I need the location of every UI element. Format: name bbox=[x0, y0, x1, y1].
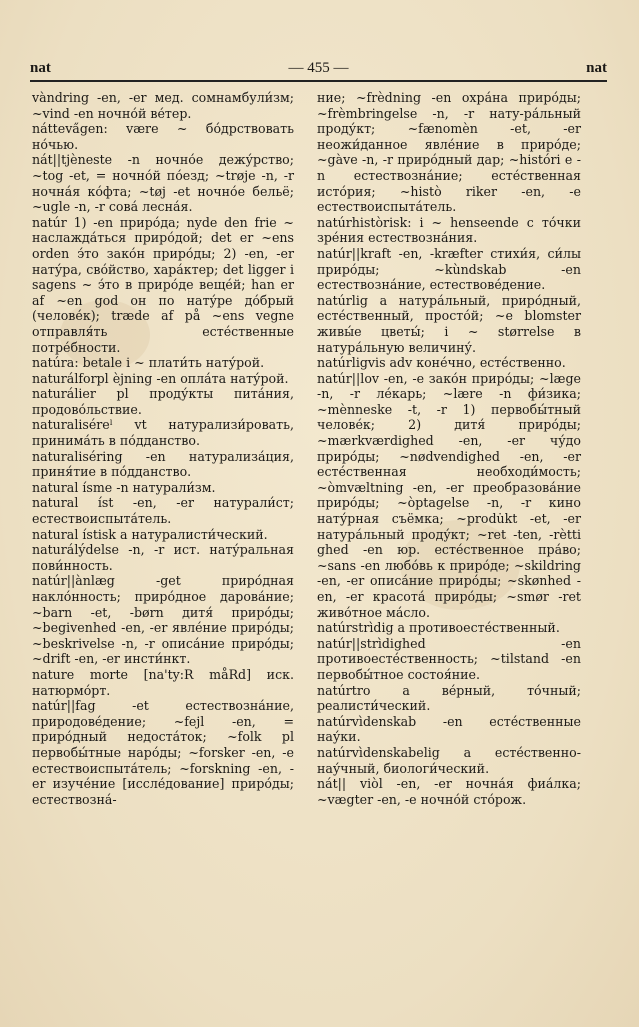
dictionary-entry: natúr||strìdighed -en противоесте́ственность; ~tilstand -en первобы́тное состоя́ние. bbox=[317, 635, 581, 682]
header-right-guide-word: nat bbox=[586, 60, 607, 76]
header-rule bbox=[30, 80, 607, 82]
dictionary-entry: nátteva̋gen: være ~ бо́дрствовать но́чью. bbox=[32, 121, 294, 152]
dictionary-entry: naturálforpl èjning -en опла́та нату́рой. bbox=[32, 370, 289, 386]
dictionary-entry: natural íst -en, -er натурали́ст; естествоиспыта́тель. bbox=[32, 495, 294, 527]
dictionary-entry: natúrtro a ве́рный, то́чный; реалисти́ческий. bbox=[317, 682, 581, 714]
right-column bbox=[317, 90, 581, 807]
dictionary-entry: natural ístisk a натуралисти́ческий. bbox=[32, 526, 268, 542]
left-column bbox=[32, 90, 294, 807]
dictionary-entry: natúr 1) -en приро́да; nyde den frie ~ наслажда́ться приро́дой; det er ~ens orden э́то зако́н приро́ды; 2) -en, -er нату́ра, сво́йство, хара́ктер; det ligger i sagens ~ э́то в приро́де веще́й; han er af ~en god он по нату́ре до́брый (челове́к); træde af på ~ens vegne отправля́ть есте́ственные потре́бности. bbox=[32, 214, 294, 355]
dictionary-entry: vàndring -en, -er мед. сомнамбули́зм; ~vind -en ночно́й ве́тер. bbox=[32, 90, 294, 121]
dictionary-entry: natúrvìdenskabelig a есте́ственно-нау́чный, биологи́ческий. bbox=[317, 744, 581, 776]
page-number: — 455 — bbox=[288, 60, 349, 76]
dictionary-entry: natúr||lov -en, -e зако́н приро́ды; ~læge -n, -r ле́карь; ~lære -n фи́зика; ~mènneske -t, -r 1) первобы́тный челове́к; 2) дитя́ приро́ды; ~mærkværdighed -en, -er чу́до приро́ды; ~nødvendighed -en, -er есте́ственная необходи́мость; ~òmvæltning -en, -er преобразова́ние приро́ды; ~òptagelse -n, -r кино нату́рная съёмка; ~produ̇kt -et, -er натура́льный проду́кт; ~ret -ten, -rètti ghed -en юр. есте́ственное пра́во; ~sans -en любо́вь к приро́де; ~skildring -en, -er описа́ние приро́ды; ~skønhed -en, -er красота́ приро́ды; ~smør -ret живо́тное ма́сло. bbox=[317, 370, 581, 620]
dictionary-entry: ние; ~frèdning -en охра́на приро́ды; ~frèmbringelse -n, -r нату-ра́льный проду́кт; ~fænomèn -et, -er неожи́данное явле́ние в приро́де; ~gàve -n, -r приро́дный дар; ~históri e -n естествозна́ние; есте́ственная исто́рия; ~histò riker -en, -e естествоиспыта́тель. bbox=[317, 90, 581, 215]
dictionary-entry: natúr||kraft -en, -kræfter стихи́я, си́лы приро́ды; ~kùndskab -en естествозна́ние, естествове́дение. bbox=[317, 245, 581, 293]
dictionary-entry: nát||tjèneste -n ночно́е дежу́рство; ~tog -et, = ночно́й по́езд; ~trøje -n, -r ночна́я ко́фта; ~tøj -et ночно́е бельё; ~ugle -n, -r сова́ лесна́я. bbox=[32, 152, 294, 215]
dictionary-entry: naturaliséring -en натурализа́ция, приня́тие в по́дданство. bbox=[32, 448, 294, 480]
dictionary-entry: naturálier pl проду́кты пита́ния, продово́льствие. bbox=[32, 386, 294, 417]
dictionary-entry: natural ísme -n натурали́зм. bbox=[32, 479, 216, 495]
dictionary-entry: natúr||fag -et естествозна́ние, природове́дение; ~fejl -en, = приро́дный недоста́ток; ~folk pl первобы́тные наро́ды; ~forsker -en, -e естествоиспыта́тель; ~forskning -en, -er изуче́ние [иссле́дование] приро́ды; естествозна́- bbox=[32, 698, 294, 807]
dictionary-entry: naturaliséreˡ vt натурализи́ровать, принима́ть в по́дданство. bbox=[32, 417, 294, 449]
dictionary-entry: natúr||ànlæg -get приро́дная накло́нность; приро́дное дарова́ние; ~barn -et, -børn дитя́ приро́ды; ~begivenhed -en, -er явле́ние приро́ды; ~beskrivelse -n, -r описа́ние приро́ды; ~drift -en, -er инсти́нкт. bbox=[32, 573, 294, 667]
dictionary-entry: natúrhistòrisk: i ~ henseende с то́чки зре́ния естествозна́ния. bbox=[317, 214, 581, 246]
dictionary-entry: natúrlig a натура́льный, приро́дный, есте́ственный, просто́й; ~e blomster живы́е цветы́; i ~ størrelse в натура́льную величину́. bbox=[317, 292, 581, 355]
dictionary-entry: nature morte [na'ty:R måRd] иск. натюрмо́рт. bbox=[32, 666, 294, 698]
dictionary-entry: naturálýdelse -n, -r ист. нату́ральная пови́нность. bbox=[32, 542, 294, 573]
page-header bbox=[30, 60, 607, 80]
dictionary-entry: natúrligvis adv коне́чно, есте́ственно. bbox=[317, 355, 566, 371]
header-left-guide-word: nat bbox=[30, 60, 51, 76]
dictionary-entry: natúrvìdenskab -en есте́ственные нау́ки. bbox=[317, 713, 581, 745]
dictionary-entry: natúrstrìdig a противоесте́ственный. bbox=[317, 620, 560, 636]
dictionary-entry: natúra: betale i ~ плати́ть нату́рой. bbox=[32, 355, 265, 371]
dictionary-entry: nát|| viòl -en, -er ночна́я фиа́лка; ~vægter -en, -e ночно́й сто́рож. bbox=[317, 776, 581, 807]
